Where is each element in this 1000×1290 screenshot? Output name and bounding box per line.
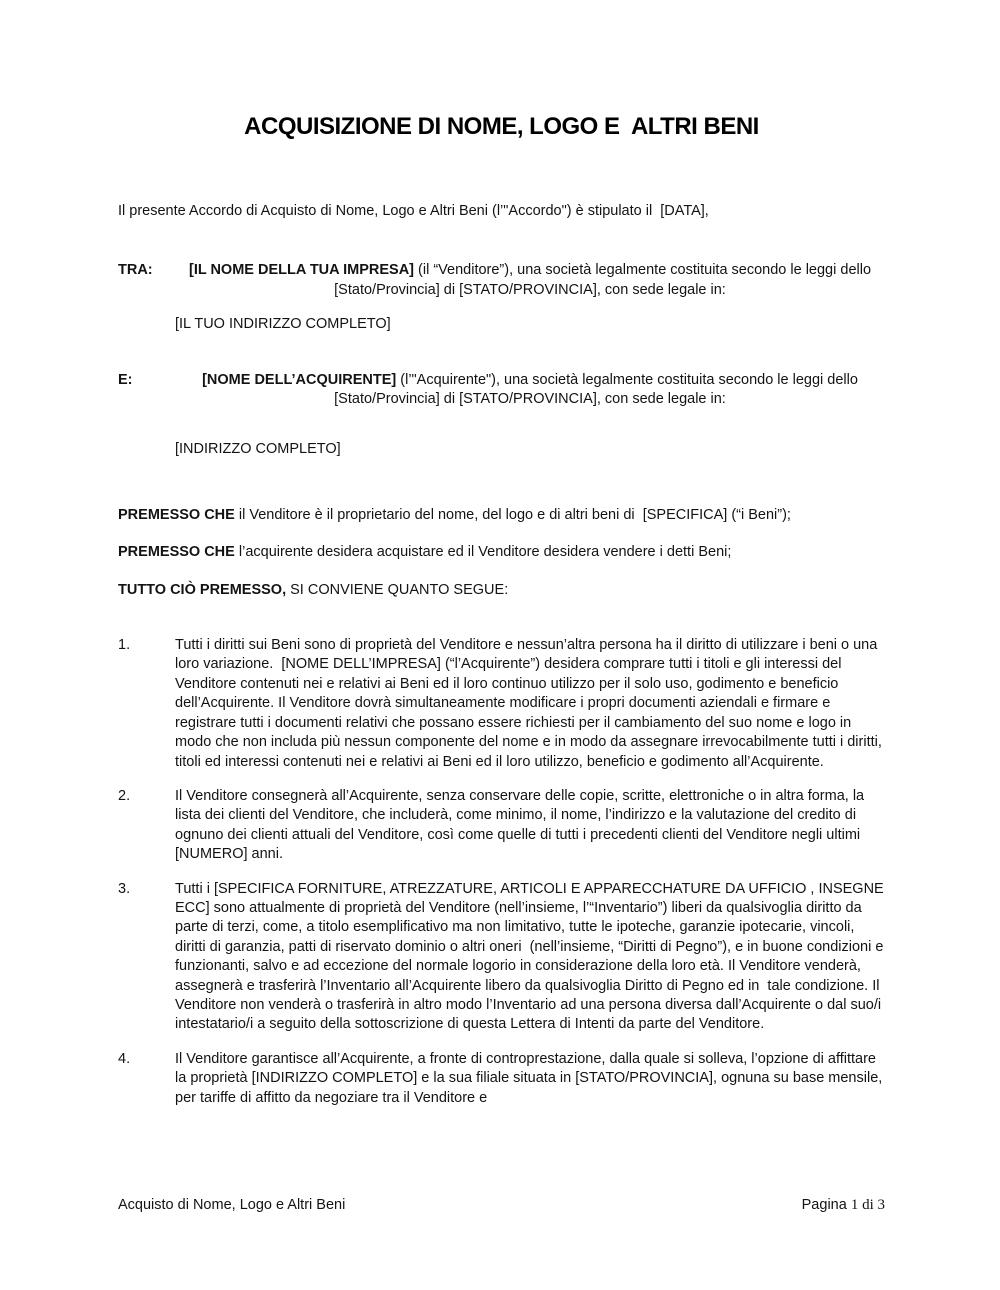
clause-2-text: Il Venditore consegnerà all’Acquirente, senza conservare delle copie, scritte, elettroniche o in altra forma, la lista dei clienti del Venditore, che includerà, come minimo, il nome, l’indirizzo e la valutazione del credito di ognuno dei clienti attuali del Venditore, così come quelle di tutti i precedenti clienti del Venditore negli ultimi [NUMERO] anni. bbox=[175, 787, 869, 863]
document-title: ACQUISIZIONE DI NOME, LOGO E ALTRI BENI bbox=[244, 113, 759, 140]
party-content-buyer bbox=[175, 371, 885, 460]
clause-1-text: Tutti i diritti sui Beni sono di proprietà del Venditore e nessun’altra persona ha il diritto di utilizzare i beni o una loro variazione. [NOME DELL’IMPRESA] (“l’Acquirente”) desidera comprare tutti i titoli e gli interessi del Venditore contenuti nei e relativi ai Beni ed il loro continuo utilizzo per il solo uso, godimento e beneficio dell’Acquirente. Il Venditore dovrà simultaneamente modificare i propri documenti aziendali e firmare e registrare tutti i documenti relativi che possano essere richiesti per il cambiamento del suo nome e logo in modo che non includa più nessun componente del nome e in modo da assegnare irrevocabilmente tutti i diritti, titoli ed interessi contenuti nei e relativi ai Beni ed il loro utilizzo, beneficio e godimento all’Acquirente. bbox=[175, 637, 886, 770]
party-description-seller bbox=[175, 261, 885, 300]
party-description-text-buyer: (l’"Acquirente"), una società legalmente costituita secondo le leggi dello [Stato/Provincia] di [STATO/PROVINCIA], con sede legale in: bbox=[334, 371, 862, 408]
clause-4-text: Il Venditore garantisce all’Acquirente, a fronte di controprestazione, dalla quale si solleva, l’opzione di affittare la proprietà [INDIRIZZO COMPLETO] e la sua filiale situata in [STATO/PROVINCIA], ognuna su base mensile, per tariffe di affitto da negoziare tra il Venditore e bbox=[175, 1050, 887, 1106]
party-content-seller bbox=[175, 261, 885, 334]
clause-3-text: Tutti i [SPECIFICA FORNITURE, ATREZZATURE, ARTICOLI E APPARECCHATURE DA UFFICIO , INSEGNE ECC] sono attualmente di proprietà del Venditore (nell’insieme, l’“Inventario”) liberi da qualsivoglia diritto da parte di terzi, come, a titolo esemplificativo ma non limitativo, tutte le ipoteche, garanzie ipotecarie, vincoli, diritti di garanzia, patti di riservato dominio o altri oneri (nell’insieme, “Diritti di Pegno”), e in buone condizioni e funzionanti, salvo e ad eccezione del normale logorio in considerazione della loro età. Il Venditore venderà, assegnerà e trasferirà l’Inventario all’Acquirente libero da qualsivoglia Diritto di Pegno ed in tale condizione. Il Venditore non venderà o trasferirà in altro modo l’Inventario ad una persona diversa dall’Acquirente o dal suo/i intestatario/i a seguito della sottoscrizione di questa Lettera di Intenti da parte del Venditore. bbox=[175, 880, 888, 1033]
party-description-buyer bbox=[175, 371, 885, 410]
party-label-tra: TRA: bbox=[118, 262, 153, 279]
party-description-text-seller: (il “Venditore”), una società legalmente costituita secondo le leggi dello [Stato/Provincia] di [STATO/PROVINCIA], con sede legale in: bbox=[334, 262, 876, 298]
party-block-buyer bbox=[118, 371, 885, 460]
page-number bbox=[802, 1196, 885, 1215]
recital-3-text: SI CONVIENE QUANTO SEGUE: bbox=[286, 581, 509, 598]
party-address-seller: [IL TUO INDIRIZZO COMPLETO] bbox=[175, 316, 391, 333]
recital-3-lead: TUTTO CIÒ PREMESSO, bbox=[118, 581, 287, 598]
clause-2-number: 2. bbox=[118, 787, 131, 804]
party-block-seller bbox=[118, 261, 885, 334]
recital-1 bbox=[118, 506, 885, 525]
party-name-buyer: [NOME DELL’ACQUIRENTE] bbox=[202, 371, 397, 388]
recital-agreement-lead-in bbox=[118, 581, 885, 600]
page-number-label: Pagina bbox=[801, 1197, 851, 1213]
recital-2 bbox=[118, 543, 885, 562]
clause-list bbox=[118, 636, 888, 1108]
clause-1 bbox=[118, 636, 885, 772]
footer-document-title: Acquisto di Nome, Logo e Altri Beni bbox=[118, 1197, 346, 1213]
recital-1-lead: PREMESSO CHE bbox=[118, 506, 235, 523]
page-footer bbox=[118, 1196, 885, 1215]
clause-3-number: 3. bbox=[118, 880, 131, 897]
party-label-e: E: bbox=[118, 371, 133, 388]
page-number-value: 1 di 3 bbox=[850, 1197, 885, 1213]
clause-3 bbox=[118, 880, 888, 1035]
clause-4 bbox=[118, 1050, 885, 1108]
recital-1-text: il Venditore è il proprietario del nome, del logo e di altri beni di [SPECIFICA] (“i Beni”); bbox=[234, 506, 791, 523]
party-address-buyer: [INDIRIZZO COMPLETO] bbox=[175, 441, 341, 458]
clause-2 bbox=[118, 787, 885, 865]
recital-2-text: l’acquirente desidera acquistare ed il Venditore desidera vendere i detti Beni; bbox=[234, 544, 732, 561]
clause-1-number: 1. bbox=[118, 637, 131, 654]
clause-4-number: 4. bbox=[118, 1050, 131, 1067]
party-name-seller: [IL NOME DELLA TUA IMPRESA] bbox=[188, 262, 414, 279]
recital-2-lead: PREMESSO CHE bbox=[118, 544, 235, 561]
intro-paragraph: Il presente Accordo di Acquisto di Nome, Logo e Altri Beni (l’"Accordo") è stipulato il [DATA], bbox=[118, 203, 709, 219]
